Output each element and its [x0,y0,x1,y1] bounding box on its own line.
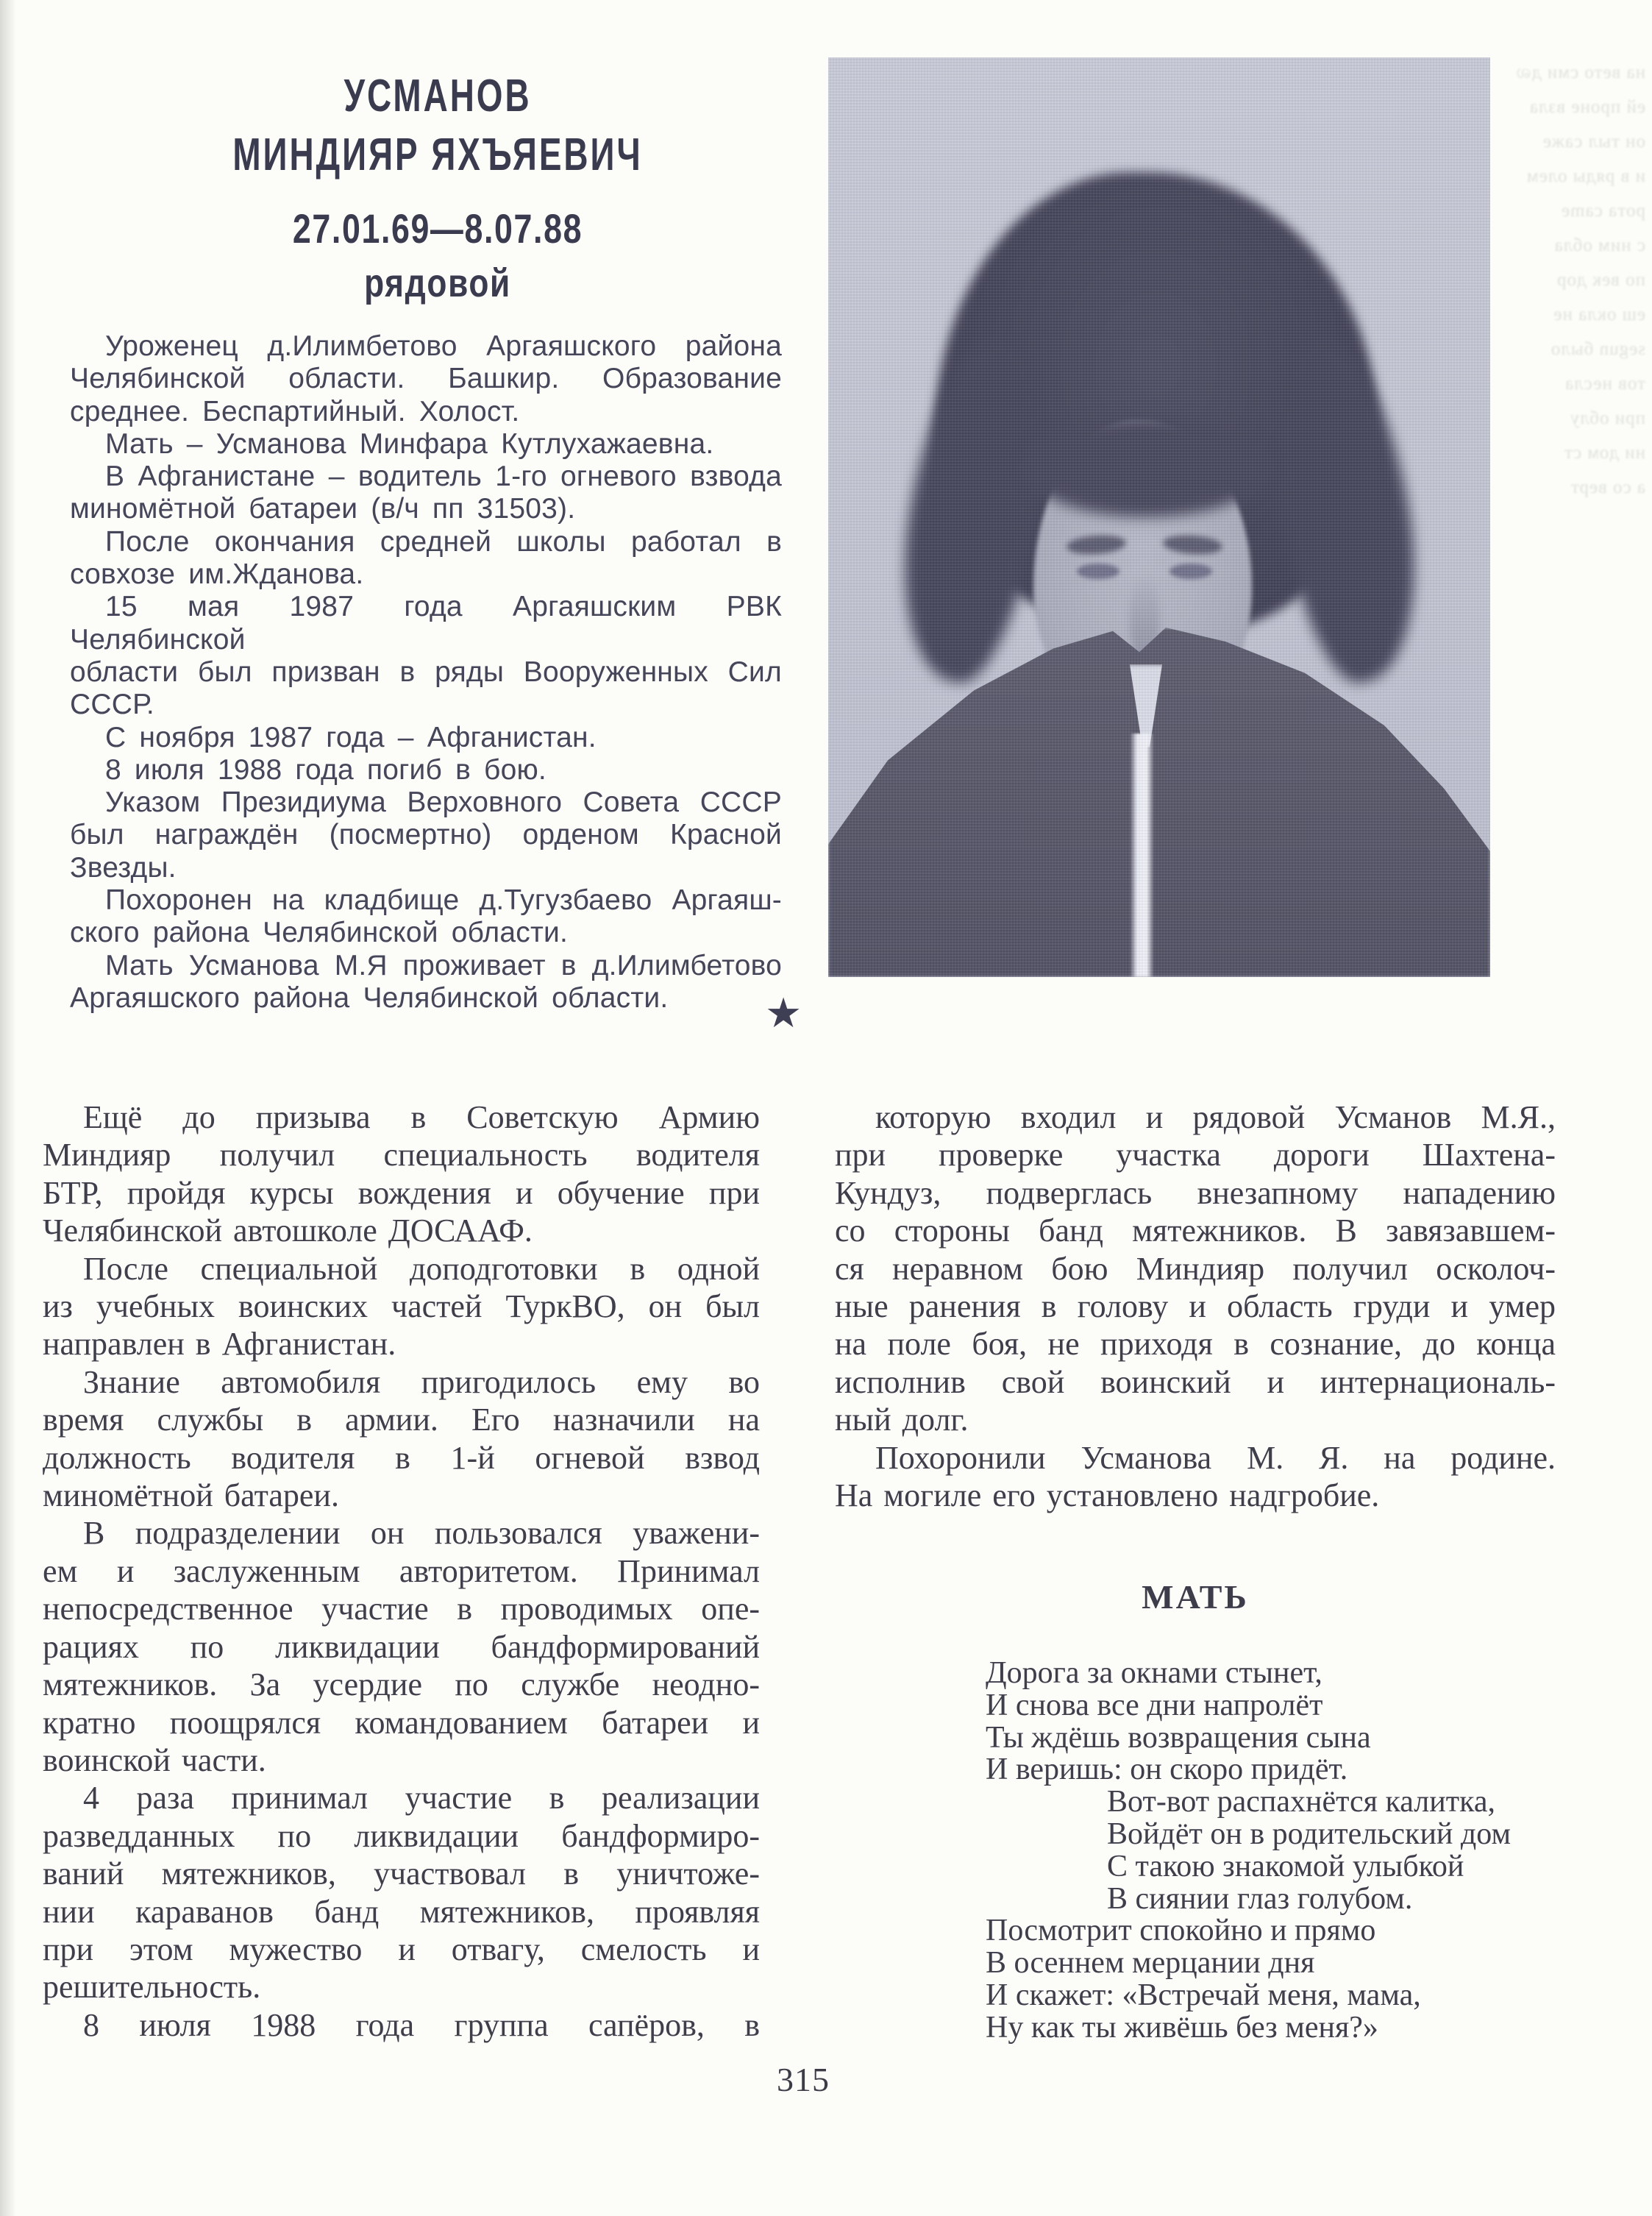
paragraph [43,1779,760,2006]
paragraph [70,950,782,1015]
text-line: разведданных по ликвидации бандформиро- [43,1817,760,1854]
bleedthrough-line: и в ряды олем [1525,166,1645,186]
star-divider-icon: ★ [765,991,802,1037]
text-line: Аргаяшского района Челябинской области. [70,981,669,1014]
text-line: на поле боя, не приходя в сознание, до конца [835,1326,1556,1363]
text-line: Похоронили Усманова М. Я. на родине. [875,1439,1556,1476]
poem-line: И веришь: он скоро придёт. [986,1752,1348,1787]
poem-line: И снова все дни напролёт [986,1688,1323,1722]
photo-eyebrow-right [1162,533,1223,556]
paragraph [70,884,782,950]
poem-stanza [1107,1786,1648,1915]
text-line: миномётной батареи. [43,1477,339,1514]
photo-nose [1130,572,1160,664]
photo-jacket [828,628,1490,977]
photo-mouth [1113,687,1179,701]
text-line: Знание автомобиля пригодилось ему во [83,1363,760,1400]
text-line: Похоронен на кладбище д.Тугузбаево Аргаяш- [105,884,782,917]
text-line: В подразделении он пользовался уважени- [83,1515,760,1552]
text-line: нии караванов банд мятежников, проявляя [43,1893,760,1930]
text-line: ваний мятежников, участвовал в уничтоже- [43,1855,760,1892]
text-line: был награждён (посмертно) орденом Красной [70,819,782,851]
paragraph [43,1514,760,1779]
poem-stanza [986,1915,1648,2044]
bleedthrough-line: при облу [1569,408,1645,428]
text-line: направлен в Афганистан. [43,1326,396,1363]
paragraph [835,1439,1556,1515]
text-line: рациях по ликвидации бандформирований [43,1628,760,1665]
text-line: Указом Президиума Верховного Совета СССР [105,786,782,819]
text-line: После окончания средней школы работал в [105,525,782,558]
paragraph [835,1098,1556,1439]
military-rank: рядовой [364,261,511,305]
bleedthrough-line: тов несла [1564,374,1645,394]
paragraph [70,754,782,786]
text-line: Мать – Усманова Минфара Кутлухажаевна. [105,427,714,460]
text-line: Уроженец д.Илимбетово Аргаяшского района [105,330,782,362]
text-line: ем и заслуженным авторитетом. Принимал [43,1552,760,1589]
article-left-column [43,1098,760,2044]
text-line: решительность. [43,1969,261,2006]
bleedthrough-line: он тыл саже [1542,132,1645,152]
photo-collar [1123,664,1169,747]
soldier-surname: УСМАНОВ [343,71,532,121]
bleedthrough-line: еш окла не [1553,305,1645,324]
photo-eye-left [1077,564,1120,579]
poem-line: Ну как ты живёшь без меня?» [986,2010,1378,2045]
text-line: среднее. Беспартийный. Холост. [70,395,520,427]
bleedthrough-line: на вето сми дல [1515,63,1645,82]
paragraph [43,1098,760,1250]
photo-zipper-stripe [1130,734,1153,977]
text-line: ный долг. [835,1402,969,1438]
text-line: время службы в армии. Его назначили на [43,1402,760,1438]
text-line: ные ранения в голову и область груди и умер [835,1288,1556,1325]
poem-line: В сиянии глаз голубом. [1107,1881,1413,1916]
poem-line: И скажет: «Встречай меня, мама, [986,1978,1421,2012]
text-line: Миндияр получил специальность водителя [43,1137,760,1173]
photo-hair-right [1253,325,1437,691]
text-line: ся неравном бою Миндияр получил осколоч- [835,1250,1556,1287]
poem-line: С такою знакомой улыбкой [1107,1849,1464,1883]
bleedthrough-line: а со верт [1570,477,1645,497]
text-line: области был призван в ряды Вооруженных Сил [70,656,782,688]
text-line: Кундуз, подверглась внезапному нападению [835,1174,1556,1211]
text-line: исполнив свой воинский и интернациональ- [835,1363,1556,1400]
text-line: БТР, пройдя курсы вождения и обучение при [43,1174,760,1211]
poem-line: Посмотрит спокойно и прямо [986,1914,1376,1948]
portrait-photo [828,57,1490,977]
article-right-column [835,1098,1556,1514]
photo-hair-left [882,325,1067,691]
text-line: В Афганистане – водитель 1-го огневого взвода [105,461,782,493]
text-line: из учебных воинских частей ТуркВО, он был [43,1288,760,1325]
poem-line: Войдёт он в родительский дом [1107,1817,1512,1851]
paragraph [70,786,782,884]
bleedthrough-line: segun было [1550,339,1645,359]
page-number: 315 [777,2061,830,2098]
text-line: воинской части. [43,1741,266,1778]
poem-line: В осеннем мерцании дня [986,1946,1315,1981]
text-line: С ноября 1987 года – Афганистан. [105,721,597,753]
paragraph [70,330,782,428]
paragraph [43,1250,760,1363]
text-line: На могиле его установлено надгробие. [835,1477,1380,1514]
life-dates: 27.01.69—8.07.88 [292,205,583,252]
poem-line: Вот-вот распахнётся калитка, [1107,1785,1495,1819]
text-line: при этом мужество и отвагу, смелость и [43,1931,760,1967]
text-line: 8 июля 1988 года группа сапёров, в [83,2006,760,2043]
text-line: Челябинской области. Башкир. Образование [70,363,782,395]
text-line: со стороны банд мятежников. В завязавшем- [835,1212,1556,1249]
bleedthrough-line: по век дор [1556,270,1645,290]
text-line: непосредственное участие в проводимых опе- [43,1591,760,1627]
text-line: Звезды. [70,851,177,884]
scan-edge-shadow [0,0,16,2216]
bleedthrough-line: рота came [1561,201,1645,221]
text-line: 15 мая 1987 года Аргаяшским РВК Челябинской [70,591,782,656]
bleedthrough-line: ей проне взла [1528,97,1645,117]
photo-hair [934,172,1378,632]
photo-eye-right [1169,564,1213,579]
biography-block [70,330,782,1015]
text-line: миномётной батареи (в/ч пп 31503). [70,493,576,525]
photo-face [1033,421,1252,734]
text-line: совхозе им.Жданова. [70,558,364,591]
photo-hair-fringe [1024,416,1269,518]
paragraph [43,1363,760,1515]
paragraph [70,591,782,721]
text-line: 8 июля 1988 года погиб в бою. [105,753,546,786]
text-line: 4 раза принимал участие в реализации [83,1780,760,1817]
poem-title: МАТЬ [1142,1578,1249,1616]
text-line: которую входил и рядовой Усманов М.Я., [875,1099,1556,1135]
text-line: Челябинской автошколе ДОСААФ. [43,1212,533,1249]
soldier-name-patronymic: МИНДИЯР ЯХЪЯЕВИЧ [232,129,643,180]
paragraph [70,461,782,526]
text-line: при проверке участка дороги Шахтена- [835,1137,1556,1173]
bleedthrough-line: ни дом ст [1564,443,1645,463]
paragraph [43,2006,760,2044]
text-line: мятежников. За усердие по службе неодно- [43,1666,760,1703]
poem-block [986,1658,1648,2045]
paragraph [70,722,782,754]
paragraph [70,428,782,461]
bleedthrough-line: с ним обла [1553,235,1645,255]
poem-line: Ты ждёшь возвращения сына [986,1720,1371,1755]
text-line: должность водителя в 1-й огневой взвод [43,1439,760,1476]
poem-stanza [986,1658,1648,1786]
text-line: После специальной доподготовки в одной [83,1250,760,1287]
text-line: Ещё до призыва в Советскую Армию [83,1099,760,1135]
text-line: кратно поощрялся командованием батареи и [43,1704,760,1741]
photo-eyebrow-left [1066,533,1127,556]
paragraph [70,526,782,592]
text-line: Мать Усманова М.Я проживает в д.Илимбетово [105,949,782,981]
text-line: ского района Челябинской области. [70,917,569,949]
text-line: СССР. [70,689,154,721]
poem-line: Дорога за окнами стынет, [986,1656,1322,1690]
